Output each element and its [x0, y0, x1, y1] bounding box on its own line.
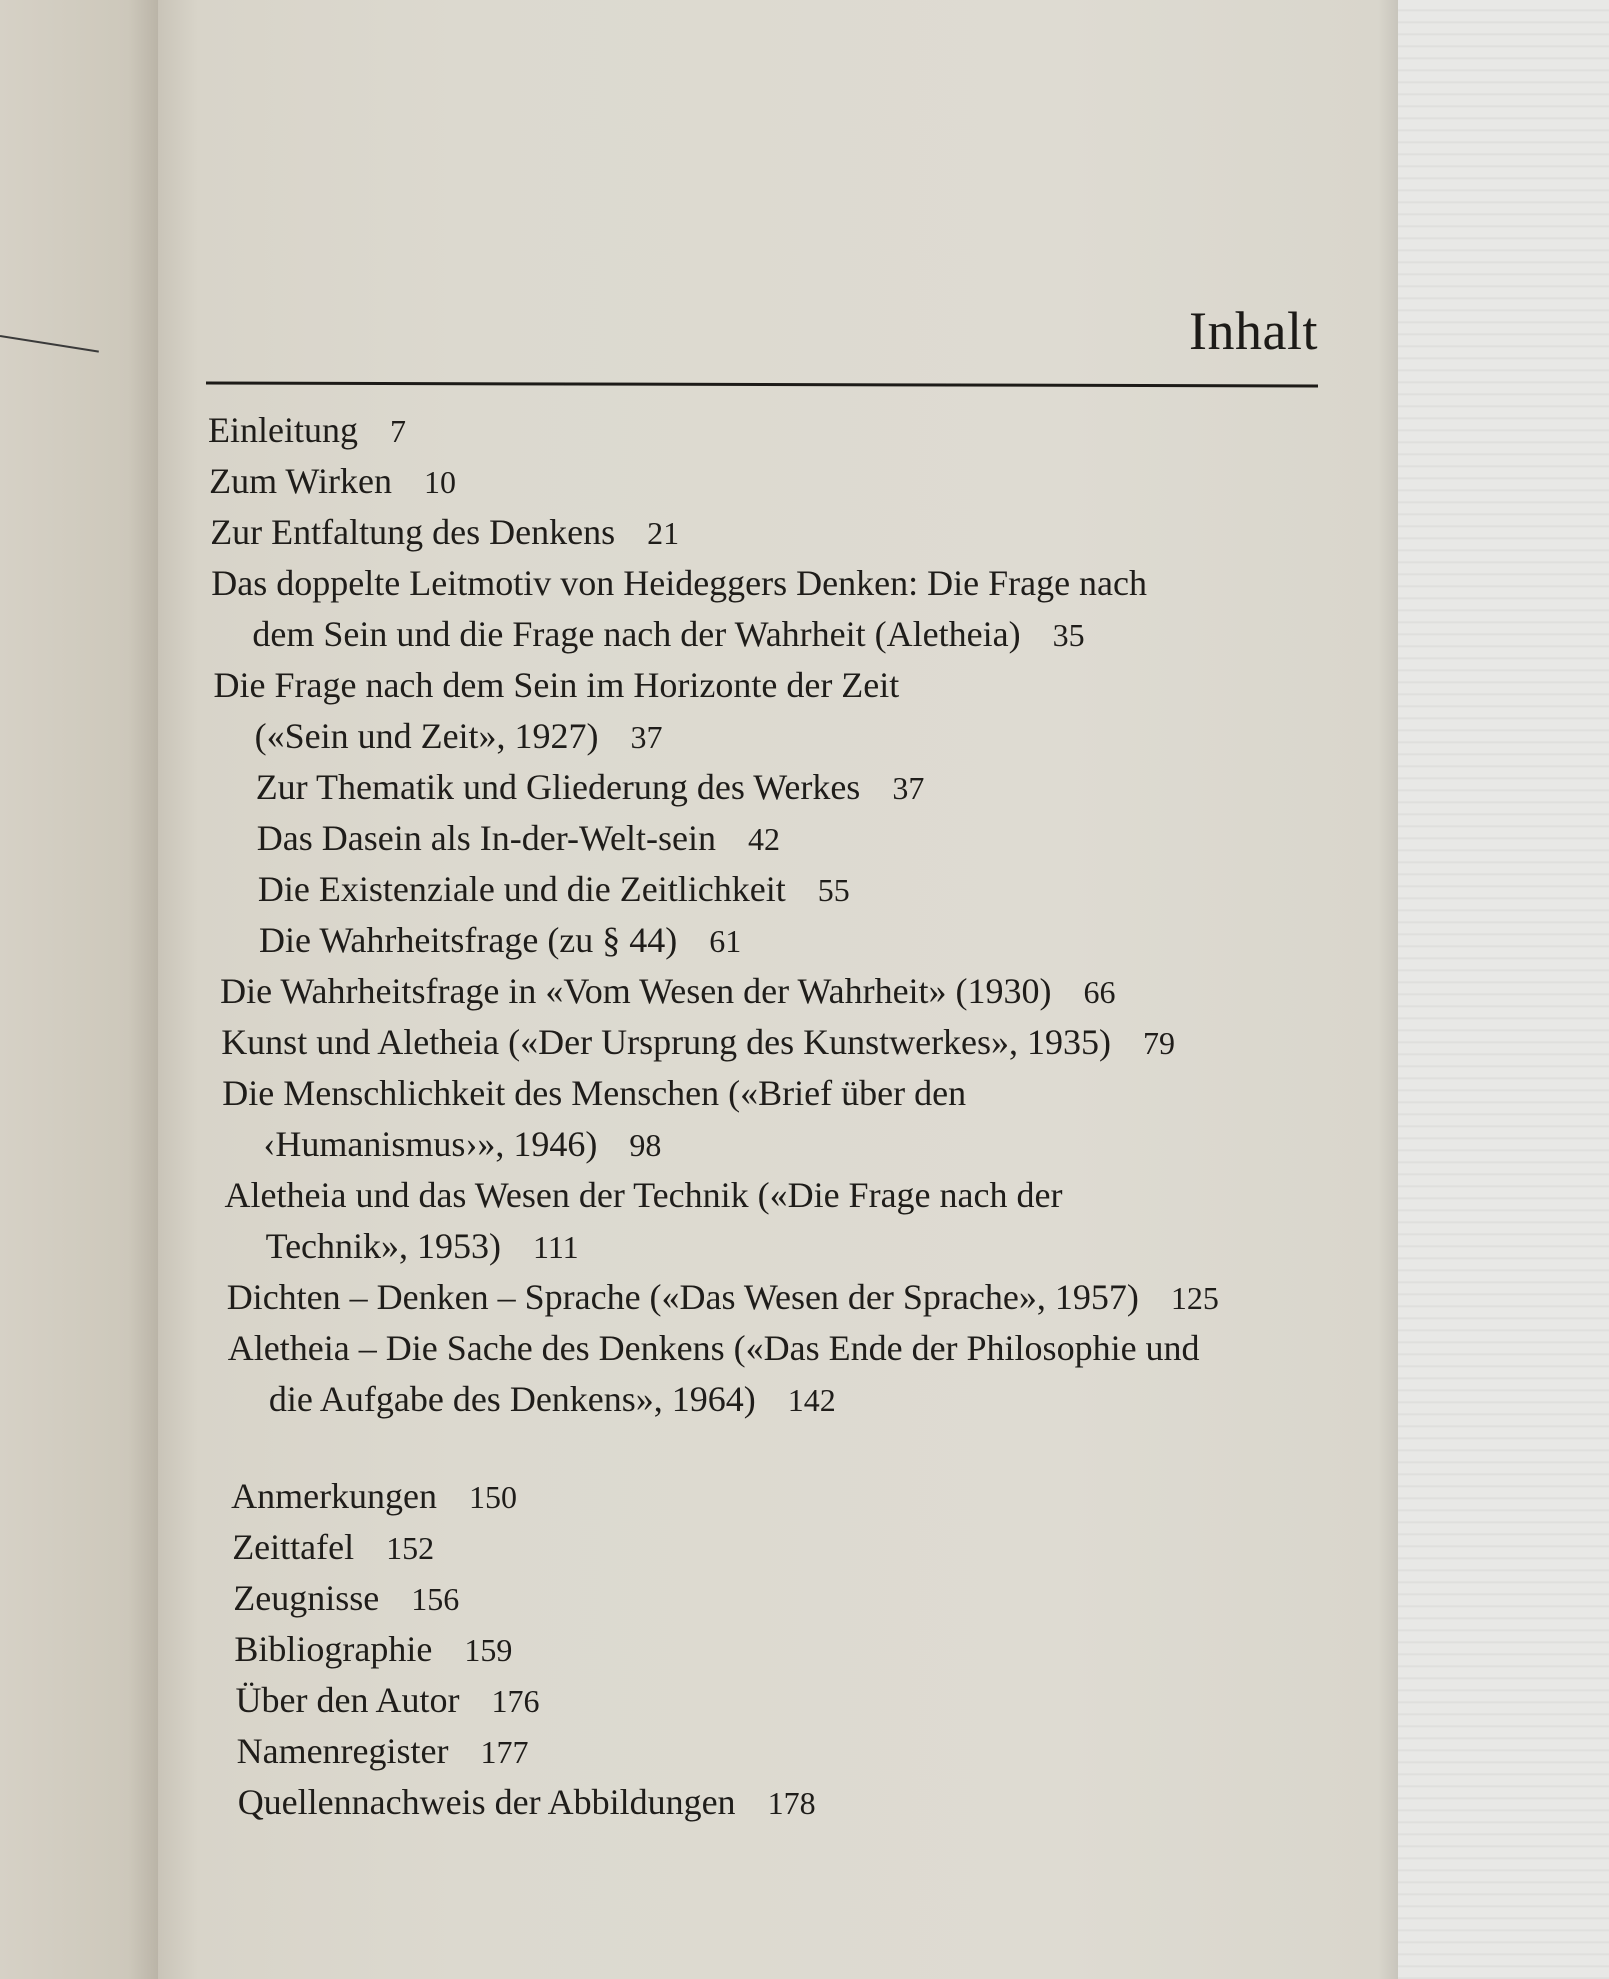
toc-entry — [208, 1119, 1358, 1170]
toc-entry — [208, 1221, 1358, 1272]
toc-entry — [208, 966, 1358, 1017]
toc-entry-title: Namenregister — [236, 1731, 449, 1771]
toc-entry-title: Einleitung — [208, 410, 358, 450]
toc-entry-page: 176 — [491, 1683, 540, 1719]
toc-entry-page: 142 — [787, 1382, 836, 1418]
toc-entry — [208, 1675, 1358, 1726]
toc-entry-title: Die Menschlichkeit des Menschen («Brief über den — [222, 1073, 967, 1113]
toc-entry-title: Quellennachweis der Abbildungen — [237, 1782, 736, 1822]
toc-entry-title: Kunst und Aletheia («Der Ursprung des Kunstwerkes», 1935) — [221, 1022, 1112, 1062]
page-title: Inhalt — [1189, 301, 1318, 361]
toc-entry-page: 98 — [629, 1127, 662, 1163]
toc-entry — [208, 1573, 1358, 1624]
toc-entry-page: 35 — [1052, 617, 1085, 653]
toc-entry — [208, 1522, 1358, 1573]
toc-entry-title: Dichten – Denken – Sprache («Das Wesen der Sprache», 1957) — [226, 1277, 1139, 1317]
toc-entry — [208, 558, 1358, 609]
toc-entry-page: 156 — [411, 1581, 460, 1617]
toc-entry — [208, 1374, 1358, 1425]
toc-entry — [208, 405, 1358, 456]
toc-entry-page: 125 — [1170, 1280, 1219, 1316]
toc-entry-title: Die Wahrheitsfrage (zu § 44) — [259, 920, 678, 960]
toc-entry — [208, 915, 1358, 966]
toc-entry-page: 37 — [892, 770, 925, 806]
toc-entry-title: dem Sein und die Frage nach der Wahrheit (Aletheia) — [252, 614, 1021, 654]
toc-entry — [208, 864, 1358, 915]
toc-entry-title: Aletheia und das Wesen der Technik («Die Frage nach der — [224, 1175, 1063, 1215]
toc-entry-page: 7 — [389, 413, 406, 449]
toc-entry-title: Das Dasein als In-der-Welt-sein — [256, 818, 717, 858]
book-page — [158, 0, 1398, 1979]
toc-entry-page: 55 — [817, 872, 850, 908]
toc-entry-page: 79 — [1143, 1025, 1176, 1061]
toc-entry-page: 21 — [647, 515, 680, 551]
toc-entry — [208, 813, 1358, 864]
toc-entry-title: («Sein und Zeit», 1927) — [254, 716, 599, 756]
toc-entry-title: Zur Entfaltung des Denkens — [210, 512, 616, 552]
toc-entry — [208, 1170, 1358, 1221]
toc-entry-title: Technik», 1953) — [265, 1226, 502, 1266]
toc-entry-page: 159 — [464, 1632, 513, 1668]
toc-entry-title: Zeugnisse — [233, 1578, 380, 1618]
toc-entry-page: 66 — [1083, 974, 1116, 1010]
toc-entry-page: 177 — [480, 1734, 529, 1770]
toc-entry-page: 150 — [469, 1479, 518, 1515]
toc-entry — [208, 1624, 1358, 1675]
toc-entry-page: 42 — [748, 821, 781, 857]
toc-entry-title: Anmerkungen — [231, 1476, 438, 1516]
toc-entry-title: Zeittafel — [232, 1527, 355, 1567]
toc-entry — [208, 1726, 1358, 1777]
title-rule — [206, 382, 1318, 388]
toc-entry-title: Zum Wirken — [209, 461, 392, 501]
toc-entry — [208, 1068, 1358, 1119]
toc-entry — [208, 507, 1358, 558]
toc-entry-title: Die Wahrheitsfrage in «Vom Wesen der Wahrheit» (1930) — [220, 971, 1052, 1011]
toc-entry-title: Die Existenziale und die Zeitlichkeit — [257, 869, 786, 909]
toc-entry — [208, 456, 1358, 507]
toc-entry-page: 37 — [630, 719, 663, 755]
toc-entry — [208, 711, 1358, 762]
toc-entry-title: ‹Humanismus›», 1946) — [263, 1124, 598, 1164]
toc-entry — [208, 609, 1358, 660]
toc-entry — [208, 762, 1358, 813]
toc-entry — [208, 660, 1358, 711]
toc-entry-title: Zur Thematik und Gliederung des Werkes — [255, 767, 861, 807]
toc-entry-title: Die Frage nach dem Sein im Horizonte der Zeit — [213, 665, 900, 705]
toc-entry-page: 61 — [709, 923, 742, 959]
toc-entry — [208, 1017, 1358, 1068]
toc-entry — [208, 1777, 1358, 1828]
toc-entry-page: 152 — [386, 1530, 435, 1566]
toc-entry — [208, 1272, 1358, 1323]
toc-entry — [208, 1323, 1358, 1374]
toc-entry-title: Bibliographie — [234, 1629, 433, 1669]
toc-entry-title: Aletheia – Die Sache des Denkens («Das Ende der Philosophie und — [227, 1328, 1200, 1368]
background-surface — [1395, 0, 1609, 1979]
toc-entry-page: 10 — [423, 464, 456, 500]
toc-entry-page: 111 — [533, 1229, 579, 1265]
section-gap — [208, 1425, 1358, 1471]
toc-entry-title: Das doppelte Leitmotiv von Heideggers Denken: Die Frage nach — [211, 563, 1148, 603]
facing-page — [0, 0, 160, 1979]
toc-entry — [208, 1471, 1358, 1522]
toc-entry-title: die Aufgabe des Denkens», 1964) — [268, 1379, 756, 1419]
toc-entry-page: 178 — [767, 1785, 816, 1821]
pencil-mark — [0, 335, 99, 353]
table-of-contents — [208, 405, 1358, 1828]
toc-entry-title: Über den Autor — [235, 1680, 460, 1720]
